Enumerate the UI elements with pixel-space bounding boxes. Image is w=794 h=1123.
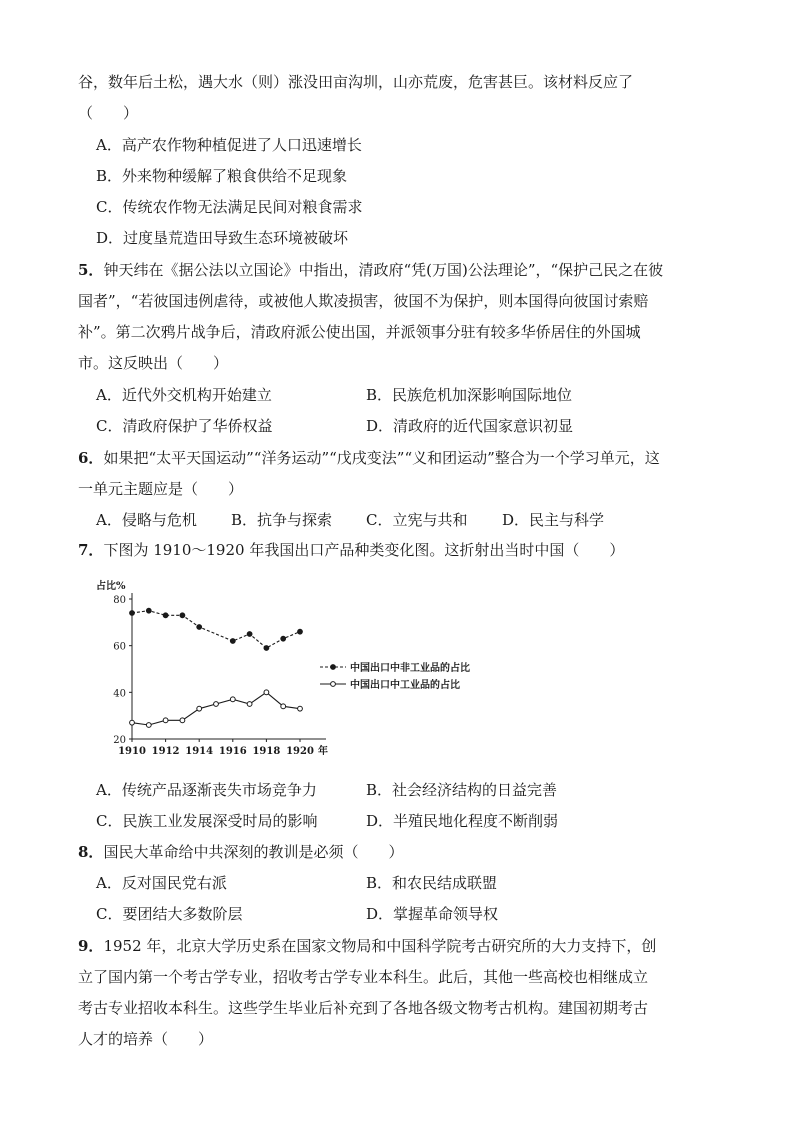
data-point-series-1	[298, 629, 303, 634]
q8-option-b[interactable]: B．和农民结成联盟	[366, 874, 498, 892]
q9-text-line4: 人才的培养（ ）	[78, 1030, 214, 1048]
q9-text-line3: 考古专业招收本科生。这些学生毕业后补充到了各地各级文物考古机构。建国初期考古	[78, 999, 649, 1017]
q7-option-d[interactable]: D．半殖民地化程度不断削弱	[366, 812, 559, 830]
q6-option-c[interactable]: C．立宪与共和	[366, 511, 468, 529]
q6-option-b[interactable]: B．抗争与探索	[231, 511, 333, 529]
q8-line1	[78, 842, 403, 862]
legend-marker-1	[331, 665, 336, 670]
x-tick-label: 1920	[286, 746, 314, 757]
data-point-series-2	[130, 720, 135, 725]
q7-option-c[interactable]: C．民族工业发展深受时局的影响	[96, 812, 318, 830]
q7-number: 7．	[78, 541, 104, 559]
y-tick-label: 40	[113, 688, 126, 700]
q8-text-line1: 国民大革命给中共深刻的教训是必须（ ）	[103, 843, 404, 861]
x-tick-label: 1910	[118, 746, 146, 757]
y-tick-label: 20	[113, 735, 126, 746]
q9-text-line2: 立了国内第一个考古学专业，招收考古学专业本科生。此后，其他一些高校也相继成立	[78, 968, 649, 986]
q4-option-b[interactable]: B．外来物种缓解了粮食供给不足现象	[96, 167, 348, 185]
q4-option-c[interactable]: C．传统农作物无法满足民间对粮食需求	[96, 198, 363, 216]
x-tick-label: 1916	[218, 746, 247, 757]
q6-number: 6．	[78, 449, 104, 467]
x-tick-label: 1914	[185, 746, 214, 757]
q6-text-line1: 如果把“太平天国运动”“洋务运动”“戊戌变法”“义和团运动”整合为一个学习单元，这	[103, 449, 660, 467]
data-point-series-2	[264, 690, 269, 695]
legend-label-2: 中国出口中工业品的占比	[350, 680, 460, 691]
data-point-series-1	[230, 639, 235, 644]
q8-option-c[interactable]: C．要团结大多数阶层	[96, 905, 243, 923]
q9-line1	[78, 936, 656, 956]
data-point-series-1	[281, 636, 286, 641]
q9-text-line1: 1952 年，北京大学历史系在国家文物局和中国科学院考古研究所的大力支持下，创	[103, 937, 657, 955]
data-point-series-1	[163, 613, 168, 618]
q5-text-line2: 国者”，“若彼国违例虐待，或被他人欺凌损害，彼国不为保护，则本国得向彼国讨索赔	[78, 292, 649, 310]
q4-option-d[interactable]: D．过度垦荒造田导致生态环境被破坏	[96, 229, 349, 247]
q9-number: 9．	[78, 937, 104, 955]
q7-text-line1: 下图为 1910～1920 年我国出口产品种类变化图。这折射出当时中国（ ）	[103, 541, 625, 559]
data-point-series-1	[180, 613, 185, 618]
x-tick-label: 1918	[252, 746, 281, 757]
data-point-series-1	[146, 608, 151, 613]
q7-option-a[interactable]: A．传统产品逐渐丧失市场竞争力	[96, 781, 317, 799]
y-tick-label: 80	[113, 595, 126, 606]
y-tick-label: 60	[113, 641, 126, 653]
data-point-series-1	[264, 646, 269, 651]
q6-option-a[interactable]: A．侵略与危机	[96, 511, 197, 529]
q5-option-d[interactable]: D．清政府的近代国家意识初显	[366, 417, 574, 435]
data-point-series-1	[197, 625, 202, 630]
q5-text-line1: 钟天纬在《据公法以立国论》中指出，清政府“凭(万国)公法理论”，“保护己民之在彼	[103, 261, 664, 279]
data-point-series-2	[247, 702, 252, 707]
q5-number: 5．	[78, 261, 104, 279]
data-point-series-2	[180, 718, 185, 723]
data-point-series-2	[298, 706, 303, 711]
series-line-1	[132, 611, 300, 648]
q4-option-a[interactable]: A．高产农作物种植促进了人口迅速增长	[96, 136, 362, 154]
data-point-series-2	[146, 723, 151, 728]
q5-option-c[interactable]: C．清政府保护了华侨权益	[96, 417, 273, 435]
data-point-series-2	[281, 704, 286, 709]
q6-option-d[interactable]: D．民主与科学	[502, 511, 605, 529]
y-axis-label: 占比%	[96, 581, 126, 592]
data-point-series-1	[247, 632, 252, 637]
x-tick-label: 1912	[151, 746, 180, 757]
q8-option-d[interactable]: D．掌握革命领导权	[366, 905, 499, 923]
legend-label-1: 中国出口中非工业品的占比	[350, 663, 470, 674]
data-point-series-2	[163, 718, 168, 723]
q8-number: 8．	[78, 843, 104, 861]
q6-line1	[78, 448, 660, 468]
x-axis-label: 年	[318, 746, 328, 757]
q6-text-line2: 一单元主题应是（ ）	[78, 480, 244, 498]
q8-option-a[interactable]: A．反对国民党右派	[96, 874, 227, 892]
q4-answer-paren: （ ）	[78, 104, 139, 122]
q4-text-line1: 谷，数年后土松，遇大水（则）涨没田亩沟圳，山亦荒废，危害甚巨。该材料反应了	[78, 73, 634, 91]
q5-option-b[interactable]: B．民族危机加深影响国际地位	[366, 386, 573, 404]
q5-text-line3: 补”。第二次鸦片战争后，清政府派公使出国，并派领事分驻有较多华侨居住的外国城	[78, 323, 641, 341]
q5-text-line4: 市。这反映出（ ）	[78, 354, 229, 372]
data-point-series-2	[197, 706, 202, 711]
data-point-series-2	[214, 702, 219, 707]
data-point-series-2	[230, 697, 235, 702]
legend-marker-2	[331, 682, 336, 687]
data-point-series-1	[130, 611, 135, 616]
q5-line1	[78, 260, 663, 280]
export-ratio-line-chart	[88, 575, 488, 765]
series-line-2	[132, 692, 300, 725]
q5-option-a[interactable]: A．近代外交机构开始建立	[96, 386, 272, 404]
q7-line1	[78, 540, 624, 560]
q7-option-b[interactable]: B．社会经济结构的日益完善	[366, 781, 558, 799]
